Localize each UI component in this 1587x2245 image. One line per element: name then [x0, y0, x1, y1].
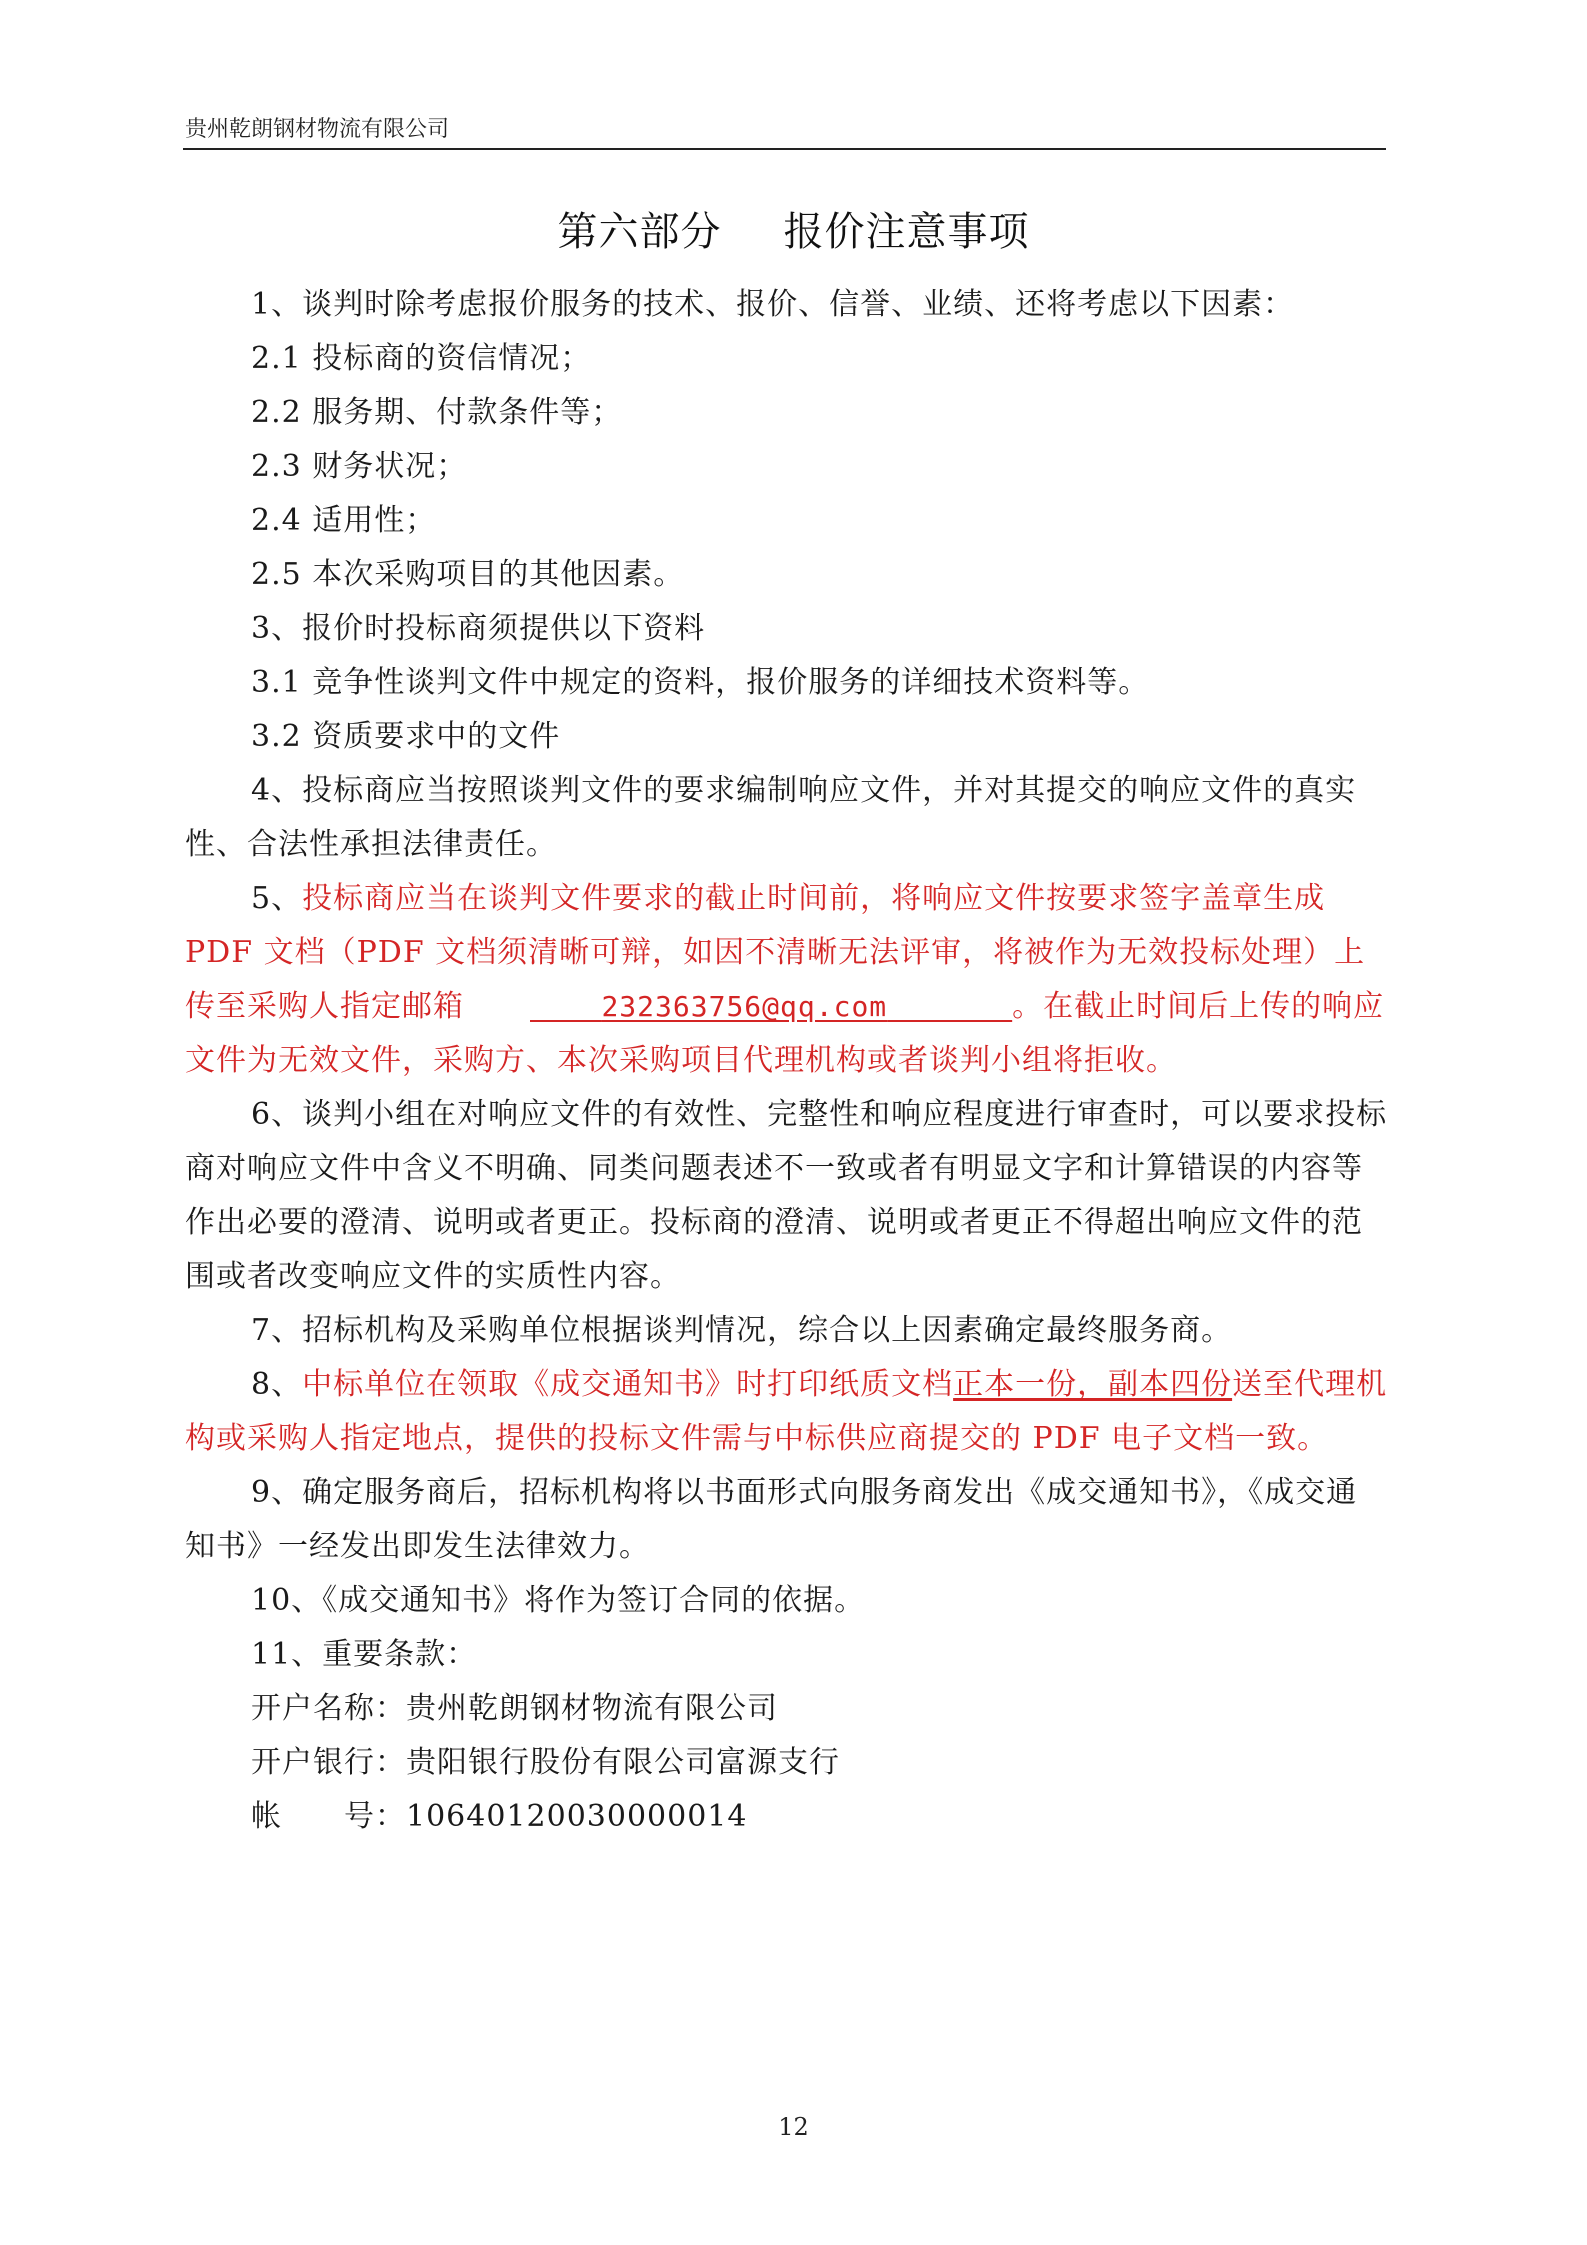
item-5: [185, 872, 1388, 1088]
item-8-underlined: 正本一份，副本四份: [953, 1367, 1233, 1402]
item-2-2: 2.2 服务期、付款条件等；: [251, 395, 623, 430]
item-2-3: 2.3 财务状况；: [251, 449, 468, 484]
item-8-text-a: 中标单位在领取《成交通知书》时打印纸质文档: [302, 1367, 954, 1402]
item-3-2: 3.2 资质要求中的文件: [251, 719, 561, 754]
account-number-value: 10640120030000014: [406, 1799, 748, 1834]
item-5-text-b: 。在截止时间后上传的响应文件为无效文件，采购方、本次采购项目代理机构或者谈判小组将拒收。: [185, 989, 1385, 1078]
account-name-line: [185, 1682, 1388, 1736]
item-5-email: 232363756@qq.com: [601, 990, 888, 1023]
item-3: 3、报价时投标商须提供以下资料: [251, 611, 706, 646]
item-11: 11、重要条款：: [251, 1637, 478, 1672]
item-1: 1、谈判时除考虑报价服务的技术、报价、信誉、业绩、还将考虑以下因素：: [251, 287, 1295, 322]
account-name-value: 贵州乾朗钢材物流有限公司: [406, 1691, 778, 1726]
item-3-1: 3.1 竞争性谈判文件中规定的资料，报价服务的详细技术资料等。: [251, 665, 1150, 700]
account-number-label: 帐 号：: [251, 1799, 406, 1834]
account-number-line: [185, 1790, 1388, 1844]
header-rule: [183, 148, 1386, 150]
section-title-part: 第六部分: [557, 209, 722, 255]
bank-label: 开户银行：: [251, 1745, 406, 1780]
item-8: [185, 1358, 1388, 1466]
item-8-text-b: 送至代理机构或采购人指定地点，提供的投标文件需与中标供应商提交的 PDF 电子文档一致。: [185, 1367, 1388, 1456]
section-title: [0, 200, 1587, 257]
item-2-5: 2.5 本次采购项目的其他因素。: [251, 557, 685, 592]
item-2-1: 2.1 投标商的资信情况；: [251, 341, 592, 376]
item-4: 4、投标商应当按照谈判文件的要求编制响应文件，并对其提交的响应文件的真实性、合法性承担法律责任。: [185, 773, 1357, 862]
account-name-label: 开户名称：: [251, 1691, 406, 1726]
bank-value: 贵阳银行股份有限公司富源支行: [406, 1745, 840, 1780]
item-8-number: 8、: [251, 1367, 303, 1402]
item-5-number: 5、: [251, 881, 303, 916]
page-number: 12: [778, 2113, 809, 2141]
item-5-text-a: 投标商应当在谈判文件要求的截止时间前，将响应文件按要求签字盖章生成 PDF 文档（PDF 文档须清晰可辩，如因不清晰无法评审，将被作为无效投标处理）上传至采购人指定邮箱: [185, 881, 1366, 1024]
page-header: 贵州乾朗钢材物流有限公司: [185, 117, 450, 142]
item-7: 7、招标机构及采购单位根据谈判情况，综合以上因素确定最终服务商。: [251, 1313, 1233, 1348]
item-9: 9、确定服务商后，招标机构将以书面形式向服务商发出《成交通知书》，《成交通知书》一经发出即发生法律效力。: [185, 1475, 1358, 1564]
section-title-name: 报价注意事项: [783, 209, 1030, 255]
bank-line: [185, 1736, 1388, 1790]
item-10: 10、《成交通知书》将作为签订合同的依据。: [251, 1583, 866, 1618]
item-2-4: 2.4 适用性；: [251, 503, 437, 538]
item-6: 6、谈判小组在对响应文件的有效性、完整性和响应程度进行审查时，可以要求投标商对响应文件中含义不明确、同类问题表述不一致或者有明显文字和计算错误的内容等作出必要的澄清、说明或者更正。投标商的澄清、说明或者更正不得超出响应文件的范围或者改变响应文件的实质性内容。: [185, 1097, 1388, 1294]
